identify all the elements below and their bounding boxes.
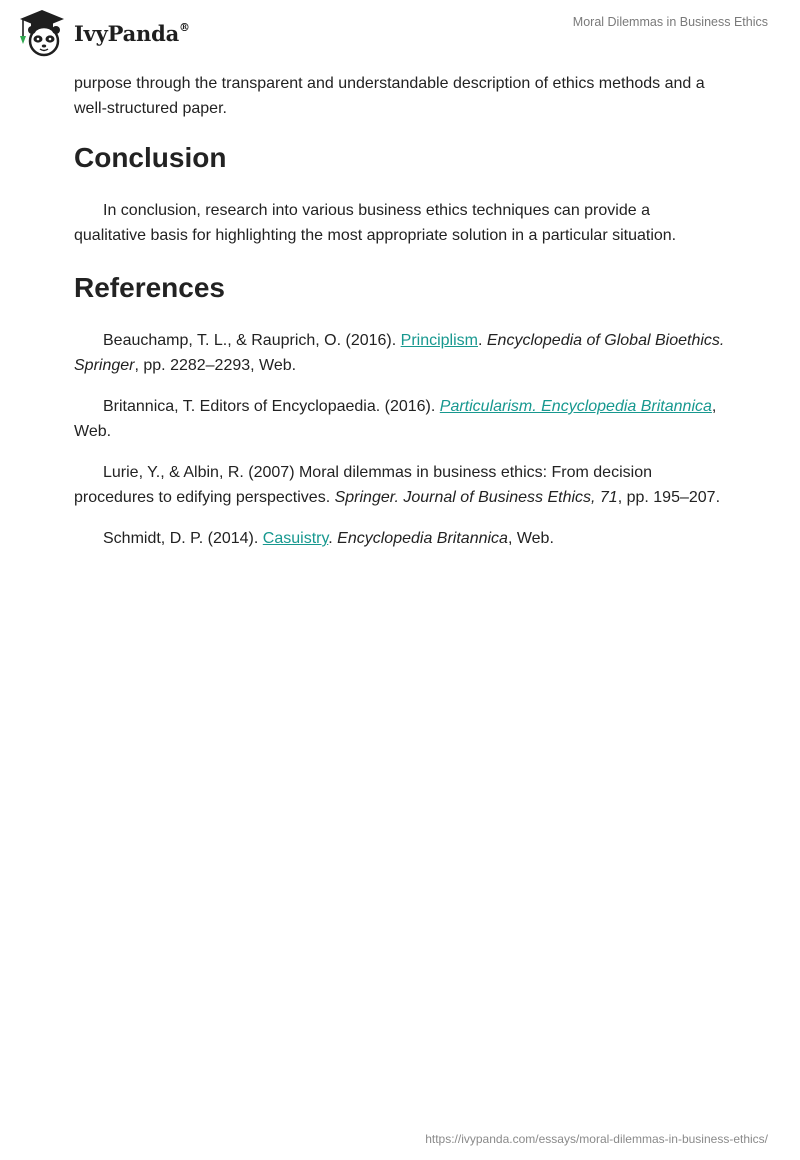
intro-paragraph: purpose through the transparent and understandable description of ethics methods and a well-structured paper. [74,75,705,117]
reference-text: . [328,530,338,547]
references-heading: References [74,272,225,303]
reference-text: . [477,332,487,349]
reference-link[interactable]: Principlism [400,332,478,349]
footer-url[interactable]: https://ivypanda.com/essays/moral-dilemmas-in-business-ethics/ [425,1132,768,1146]
document-title: Moral Dilemmas in Business Ethics [572,15,768,29]
reference-source: Encyclopedia of Global Bioethics. Springer [74,332,725,374]
registered-mark: ® [179,20,190,34]
conclusion-heading: Conclusion [74,142,227,173]
reference-link[interactable]: Casuistry [262,530,329,547]
reference-link[interactable] [440,398,712,415]
reference-source: Encyclopedia Britannica [337,530,508,547]
reference-source: Springer. Journal of Business Ethics, 71 [334,489,618,506]
panda-graduate-icon [14,8,70,58]
reference-item [74,460,726,510]
document-body [74,71,726,567]
reference-text: , pp. 195–207. [617,489,721,506]
ivypanda-logo[interactable] [14,8,190,58]
reference-item [74,394,726,444]
conclusion-paragraph: In conclusion, research into various business ethics techniques can provide a qualitative basis for highlighting the most appropriate solution in a particular situation. [74,202,677,244]
reference-text: Lurie, Y., & Albin, R. (2007) Moral dilemmas in business ethics: From decision procedures to edifying perspectives. [74,464,652,506]
reference-item [74,526,726,551]
reference-text: Schmidt, D. P. (2014). [103,530,263,547]
reference-text: , Web. [507,530,554,547]
reference-text: Beauchamp, T. L., & Rauprich, O. (2016). [103,332,401,349]
reference-link-text: Particularism. Encyclopedia Britannica [439,398,712,415]
reference-text: , Web. [74,398,717,440]
reference-item [74,328,726,378]
reference-text: , pp. 2282–2293, Web. [134,357,297,374]
brand-name: IvyPanda® [74,20,190,46]
page-header [0,0,800,66]
reference-text: Britannica, T. Editors of Encyclopaedia. (2016). [103,398,440,415]
